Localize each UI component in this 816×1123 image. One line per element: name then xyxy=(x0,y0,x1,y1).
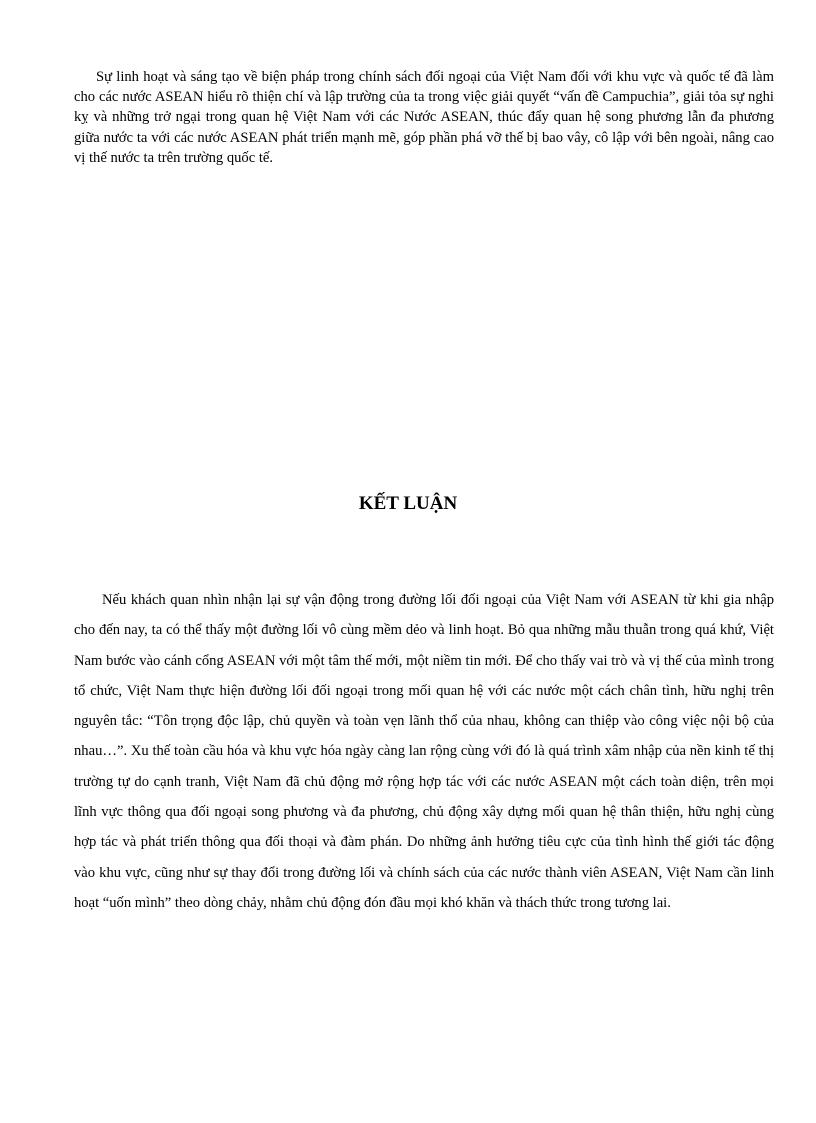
intro-paragraph: Sự linh hoạt và sáng tạo về biện pháp trong chính sách đối ngoại của Việt Nam đối với khu vực và quốc tế đã làm cho các nước ASEAN hiểu rõ thiện chí và lập trường của ta trong việc giải quyết “vấn đề Campuchia”, giải tỏa sự nghi kỵ và những trở ngại trong quan hệ Việt Nam với các Nước ASEAN, thúc đẩy quan hệ song phương lẫn đa phương giữa nước ta với các nước ASEAN phát triển mạnh mẽ, góp phần phá vỡ thế bị bao vây, cô lập với bên ngoài, nâng cao vị thế nước ta trên trường quốc tế. xyxy=(74,69,774,166)
conclusion-heading: KẾT LUẬN xyxy=(358,493,458,514)
conclusion-paragraph: Nếu khách quan nhìn nhận lại sự vận động trong đường lối đối ngoại của Việt Nam với ASEAN từ khi gia nhập cho đến nay, ta có thể thấy một đường lối vô cùng mềm dẻo và linh hoạt. Bỏ qua những mẫu thuẫn trong quá khứ, Việt Nam bước vào cánh cổng ASEAN với một tâm thế mới, một niềm tin mới. Để cho thấy vai trò và vị thế của mình trong tổ chức, Việt Nam thực hiện đường lối đối ngoại trong mối quan hệ với các nước một cách chân tình, hữu nghị trên nguyên tắc: “Tôn trọng độc lập, chủ quyền và toàn vẹn lãnh thổ của nhau, không can thiệp vào công việc nội bộ của nhau…”. Xu thế toàn cầu hóa và khu vực hóa ngày càng lan rộng cùng với đó là quá trình xâm nhập của nền kinh tế thị trường tự do cạnh tranh, Việt Nam đã chủ động mở rộng hợp tác với các nước ASEAN một cách toàn diện, trên mọi lĩnh vực thông qua đối ngoại song phương và đa phương, chủ động xây dựng mối quan hệ thân thiện, hữu nghị cùng hợp tác và phát triển thông qua đối thoại và đàm phán. Do những ảnh hưởng tiêu cực của tình hình thế giới tác động vào khu vực, cũng như sự thay đổi trong đường lối và chính sách của các nước thành viên ASEAN, Việt Nam cần linh hoạt “uốn mình” theo dòng chảy, nhằm chủ động đón đầu mọi khó khăn và thách thức trong tương lai. xyxy=(74,592,774,911)
